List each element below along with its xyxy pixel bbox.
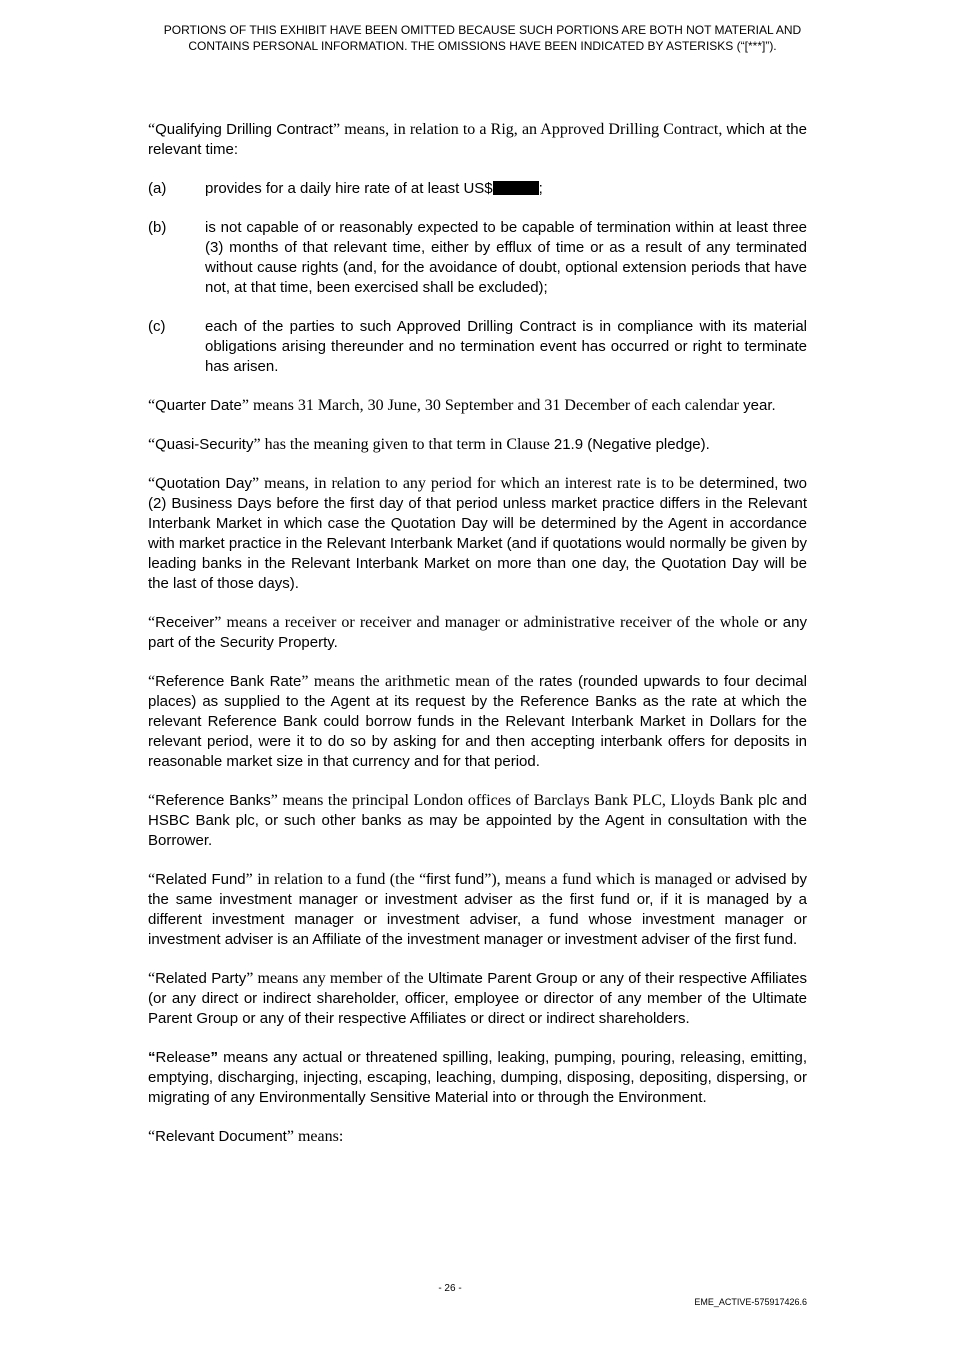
defined-term: Reference Banks xyxy=(155,792,271,809)
definition-lead: means the arithmetic mean of the xyxy=(308,673,540,690)
definition-text: plc and HSBC Bank plc, or such other banks as may be appointed by the Agent in consultation with the Borrower. xyxy=(148,792,807,849)
list-text: provides for a daily hire rate of at least US$ xyxy=(205,180,493,197)
defined-term: Quasi-Security xyxy=(155,436,254,453)
definition-text: advised by the same investment manager or investment adviser as the first fund or, if it is managed by a different investment manager or investment adviser, a fund whose investment manager or investment adviser is an Affiliate of the investment manager or investment adviser of the first fund. xyxy=(148,871,807,948)
list-label: (c) xyxy=(148,318,166,335)
definition-text: year. xyxy=(743,397,776,414)
definition-qualifying-drilling-contract: “Qualifying Drilling Contract” means, in relation to a Rig, an Approved Drilling Contract, which at the relevant time: xyxy=(148,121,807,158)
defined-term: Related Party xyxy=(155,970,247,987)
document-reference: EME_ACTIVE-575917426.6 xyxy=(694,1297,807,1307)
definition-receiver: “Receiver” means a receiver or receiver and manager or administrative receiver of the whole or any part of the Security Property. xyxy=(148,614,807,651)
definition-text: Ultimate Parent Group or any of their respective Affiliates (or any direct or indirect shareholder, officer, employee or director of any member of the Ultimate Parent Group or any of their respective Affiliates or direct or indirect shareholders. xyxy=(148,970,807,1027)
defined-term: Relevant Document xyxy=(155,1128,287,1145)
definition-reference-bank-rate: “Reference Bank Rate” means the arithmetic mean of the rates (rounded upwards to four decimal places) as supplied to the Agent at its request by the Reference Banks as the rate at which the relevant Reference Bank could borrow funds in the Relevant Interbank Market in Dollars for the relevant period, were it to do so by asking for and then accepting interbank offers for deposits in reasonable market size in that currency and for that period. xyxy=(148,673,807,770)
definition-text: rates (rounded upwards to four decimal places) as supplied to the Agent at its request by the Reference Banks as the rate at which the relevant Reference Bank could borrow funds in the Relevant Interbank Market in Dollars for the relevant period, were it to do so by asking for and then accepting interbank offers for deposits in reasonable market size in that currency and for that period. xyxy=(148,673,807,770)
definition-lead: has the meaning given to that term in Clause xyxy=(260,436,554,453)
list-item xyxy=(148,218,807,298)
defined-term: Related Fund xyxy=(155,871,246,888)
definition-quotation-day: “Quotation Day” means, in relation to any period for which an interest rate is to be determined, two (2) Business Days before the first day of that period unless market practice differs in the Relevant Interbank Market in which case the Quotation Day will be determined by the Agent in accordance with market practice in the Relevant Interbank Market (and if quotations would normally be given by leading banks in the Relevant Interbank Market on more than one day, the Quotation Day will be the last of those days). xyxy=(148,475,807,592)
definition-text: means any actual or threatened spilling, leaking, pumping, pouring, releasing, emitting, emptying, discharging, injecting, escaping, leaching, dumping, disposing, depositing, dispersing, or migrating of any Environmentally Sensitive Material into or through the Environment. xyxy=(148,1049,807,1106)
list-label: (b) xyxy=(148,219,167,236)
definition-text: or any part of the Security Property. xyxy=(148,614,807,651)
defined-term: Quotation Day xyxy=(155,475,253,492)
omission-notice-header xyxy=(0,22,965,54)
header-line-1: PORTIONS OF THIS EXHIBIT HAVE BEEN OMITTED BECAUSE SUCH PORTIONS ARE BOTH NOT MATERIAL AND xyxy=(163,23,802,37)
defined-term: Receiver xyxy=(155,614,215,631)
list-text: each of the parties to such Approved Drilling Contract is in compliance with its material obligations arising thereunder and no termination event has occurred or right to terminate has arisen. xyxy=(205,318,807,375)
definition-related-fund: “Related Fund” in relation to a fund (the “first fund”), means a fund which is managed or advised by the same investment manager or investment adviser as the first fund or, if it is managed by a different investment manager or investment adviser, a fund whose investment manager or investment adviser is an Affiliate of the investment manager or investment adviser of the first fund. xyxy=(148,871,807,948)
list-text-end: ; xyxy=(538,180,543,197)
definition-related-party: “Related Party” means any member of the Ultimate Parent Group or any of their respective Affiliates (or any direct or indirect shareholder, officer, employee or director of any member of the Ultimate Parent Group or any of their respective Affiliates or direct or indirect shareholders. xyxy=(148,970,807,1027)
definition-lead: means the principal London offices of Barclays Bank PLC, Lloyds Bank xyxy=(277,792,754,809)
page-number: - 26 - xyxy=(438,1283,462,1294)
definition-quasi-security: “Quasi-Security” has the meaning given to that term in Clause 21.9 (Negative pledge). xyxy=(148,436,710,453)
definition-lead: in relation to a fund (the “ xyxy=(252,871,427,888)
list-item xyxy=(148,179,807,199)
definition-lead: means, in relation to any period for which an interest rate is to be xyxy=(259,475,695,492)
defined-term-first-fund: first fund xyxy=(426,871,485,888)
definition-lead: means, in relation to a Rig, an Approved Drilling Contract, xyxy=(340,121,723,138)
definition-text: 21.9 (Negative pledge). xyxy=(553,436,710,453)
definition-lead: means a receiver or receiver and manager or administrative receiver of the whole xyxy=(221,614,759,631)
definition-lead-2: ”), means a fund which is managed or xyxy=(484,871,731,888)
definition-quarter-date: “Quarter Date” means 31 March, 30 June, 30 September and 31 December of each calendar year. xyxy=(148,397,776,414)
defined-term: Release xyxy=(155,1049,211,1066)
defined-term: Quarter Date xyxy=(155,397,242,414)
definition-text: determined, two (2) Business Days before the first day of that period unless market practice differs in the Relevant Interbank Market in which case the Quotation Day will be determined by the Agent in accordance with market practice in the Relevant Interbank Market (and if quotations would normally be given by leading banks in the Relevant Interbank Market on more than one day, the Quotation Day will be the last of those days). xyxy=(148,475,807,592)
list-label: (a) xyxy=(148,180,167,197)
definition-lead: means any member of the xyxy=(253,970,428,987)
list-item xyxy=(148,317,807,377)
definition-release: “Release” means any actual or threatened spilling, leaking, pumping, pouring, releasing, emitting, emptying, discharging, injecting, escaping, leaching, dumping, disposing, depositing, dispersing, or migrating of any Environmentally Sensitive Material into or through the Environment. xyxy=(148,1049,807,1106)
definition-reference-banks: “Reference Banks” means the principal London offices of Barclays Bank PLC, Lloyds Bank plc and HSBC Bank plc, or such other banks as may be appointed by the Agent in consultation with the Borrower. xyxy=(148,792,807,849)
definition-lead: means: xyxy=(293,1128,344,1145)
redaction-block xyxy=(493,181,539,195)
defined-term: Reference Bank Rate xyxy=(155,673,302,690)
defined-term: Qualifying Drilling Contract xyxy=(155,121,333,138)
definition-relevant-document: “Relevant Document” means: xyxy=(148,1128,344,1145)
header-line-2: CONTAINS PERSONAL INFORMATION. THE OMISSIONS HAVE BEEN INDICATED BY ASTERISKS (“[***]”). xyxy=(188,39,777,53)
definition-text: which at the relevant time: xyxy=(148,121,807,158)
document-body xyxy=(148,120,807,1166)
list-text: is not capable of or reasonably expected to be capable of termination within at least three (3) months of that relevant time, either by efflux of time or as a result of any terminated without cause rights (and, for the avoidance of doubt, optional extension periods that have not, at that time, been exercised shall be excluded); xyxy=(205,219,807,296)
definition-lead: means 31 March, 30 June, 30 September and 31 December of each calendar xyxy=(248,397,739,414)
